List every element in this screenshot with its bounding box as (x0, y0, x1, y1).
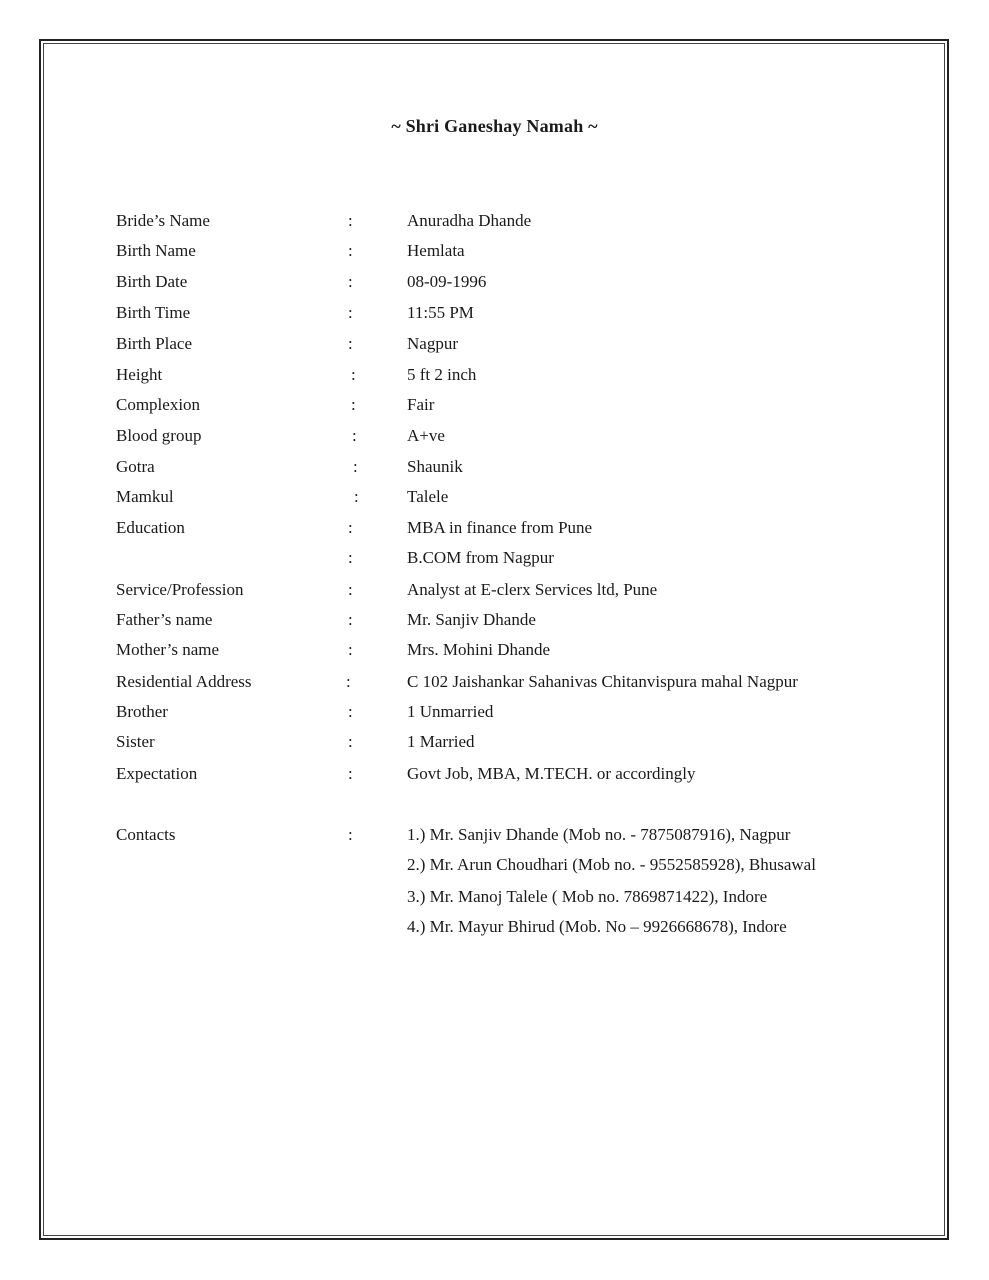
field-value: Talele (407, 487, 449, 506)
field-value: A+ve (407, 426, 445, 445)
field-row-mamkul (0, 485, 989, 509)
field-label: Residential Address (116, 672, 252, 691)
field-row-sister (0, 730, 989, 754)
contact-item: 4.) Mr. Mayur Bhirud (Mob. No – 9926668678), Indore (407, 917, 787, 936)
field-value: Govt Job, MBA, M.TECH. or accordingly (407, 764, 696, 783)
field-row-education-2 (0, 546, 989, 570)
field-value: 08-09-1996 (407, 272, 487, 291)
contact-item: 1.) Mr. Sanjiv Dhande (Mob no. - 7875087916), Nagpur (407, 825, 791, 844)
field-value: 5 ft 2 inch (407, 365, 477, 384)
field-label: Birth Date (116, 272, 188, 291)
contacts-row-1 (0, 823, 989, 847)
field-value: Nagpur (407, 334, 458, 353)
field-colon: : (353, 457, 358, 476)
contact-item: 2.) Mr. Arun Choudhari (Mob no. - 9552585928), Bhusawal (407, 855, 816, 874)
field-label: Bride’s Name (116, 211, 210, 230)
field-label: Education (116, 518, 185, 537)
field-value: 1 Married (407, 732, 475, 751)
field-colon: : (348, 764, 353, 783)
field-row-birth-date (0, 270, 989, 294)
field-colon: : (346, 672, 351, 691)
field-label: Sister (116, 732, 155, 751)
field-colon: : (351, 365, 356, 384)
field-row-brides-name (0, 209, 989, 233)
field-colon: : (348, 548, 353, 567)
field-value: Fair (407, 395, 435, 414)
field-row-residential-address (0, 670, 989, 694)
field-row-brother (0, 700, 989, 724)
field-value: 11:55 PM (407, 303, 474, 322)
field-value: Analyst at E-clerx Services ltd, Pune (407, 580, 658, 599)
field-row-mothers-name (0, 638, 989, 662)
field-row-blood-group (0, 424, 989, 448)
field-value: Hemlata (407, 241, 465, 260)
field-label: Birth Time (116, 303, 191, 322)
contacts-row-4 (0, 915, 989, 939)
field-colon: : (348, 272, 353, 291)
field-label: Expectation (116, 764, 198, 783)
field-colon: : (348, 241, 353, 260)
field-value: Anuradha Dhande (407, 211, 532, 230)
field-row-complexion (0, 393, 989, 417)
field-label: Birth Place (116, 334, 193, 353)
field-row-birth-place (0, 332, 989, 356)
contacts-row-3 (0, 885, 989, 909)
field-label: Father’s name (116, 610, 213, 629)
field-colon: : (348, 702, 353, 721)
field-value: Mr. Sanjiv Dhande (407, 610, 536, 629)
field-row-height (0, 363, 989, 387)
field-colon: : (348, 211, 353, 230)
field-colon: : (352, 426, 357, 445)
field-label: Gotra (116, 457, 155, 476)
field-row-birth-name (0, 239, 989, 263)
field-label: Blood group (116, 426, 202, 445)
field-label: Complexion (116, 395, 201, 414)
field-row-service-profession (0, 578, 989, 602)
field-colon: : (348, 518, 353, 537)
contact-item: 3.) Mr. Manoj Talele ( Mob no. 7869871422), Indore (407, 887, 768, 906)
field-value: 1 Unmarried (407, 702, 494, 721)
field-value: C 102 Jaishankar Sahanivas Chitanvispura mahal Nagpur (407, 672, 798, 691)
field-colon: : (348, 640, 353, 659)
field-row-education (0, 516, 989, 540)
contacts-label: Contacts (116, 825, 176, 844)
field-colon: : (348, 334, 353, 353)
field-colon: : (348, 732, 353, 751)
page-heading: ~ Shri Ganeshay Namah ~ (391, 116, 598, 136)
field-colon: : (348, 303, 353, 322)
field-row-fathers-name (0, 608, 989, 632)
field-value: MBA in finance from Pune (407, 518, 593, 537)
field-row-expectation (0, 762, 989, 786)
field-value: B.COM from Nagpur (407, 548, 554, 567)
field-colon: : (354, 487, 359, 506)
field-row-gotra (0, 455, 989, 479)
field-colon: : (351, 395, 356, 414)
field-label: Mamkul (116, 487, 174, 506)
field-label: Height (116, 365, 163, 384)
field-label: Birth Name (116, 241, 196, 260)
field-colon: : (348, 580, 353, 599)
field-value: Mrs. Mohini Dhande (407, 640, 551, 659)
field-row-birth-time (0, 301, 989, 325)
contacts-colon: : (348, 825, 353, 844)
field-label: Brother (116, 702, 168, 721)
field-colon: : (348, 610, 353, 629)
contacts-row-2 (0, 853, 989, 877)
field-label: Mother’s name (116, 640, 220, 659)
field-value: Shaunik (407, 457, 463, 476)
field-label: Service/Profession (116, 580, 244, 599)
